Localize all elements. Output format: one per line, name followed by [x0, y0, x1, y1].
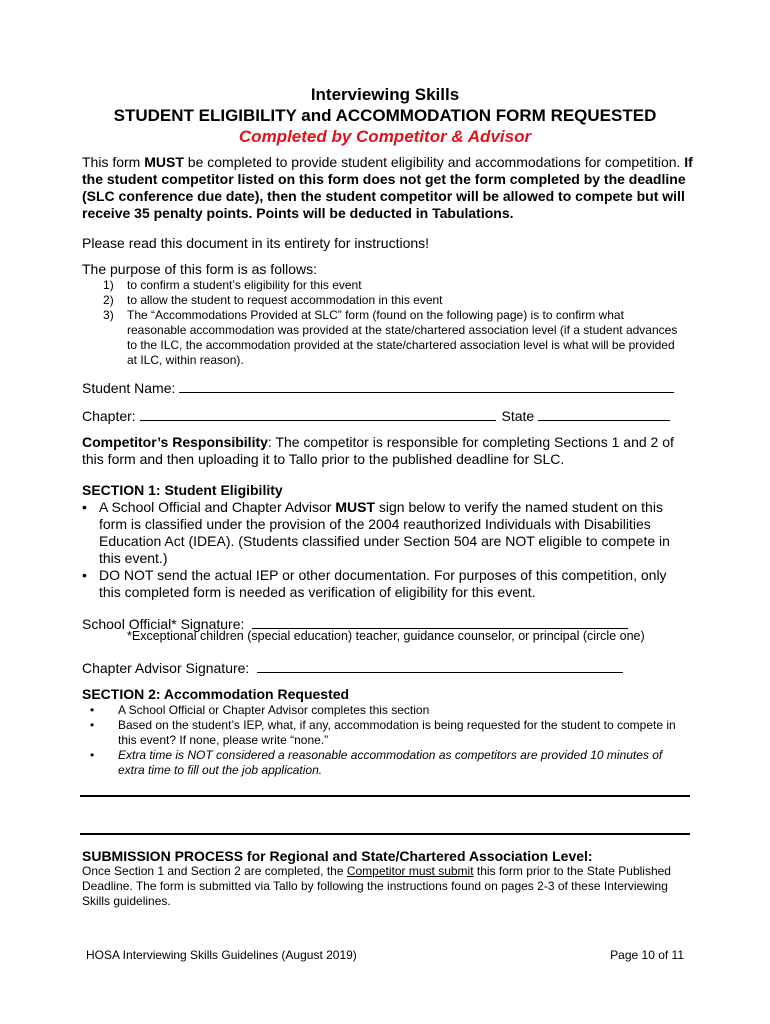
intro-paragraph: This form MUST be completed to provide student eligibility and accommodations for competition. If the student competitor listed on this form does not get the form completed by the deadline (SLC conference due date), then the student competitor will be allowed to compete but will receive 35 penalty points. Points will be deducted in Tabulations.: [82, 154, 693, 221]
student-name-row: [82, 378, 682, 397]
state-label: State: [501, 408, 535, 424]
state-field[interactable]: [538, 406, 670, 421]
school-official-footnote: *Exceptional children (special education) teacher, guidance counselor, or principal (circle one): [127, 629, 645, 643]
section1-heading: SECTION 1: Student Eligibility: [82, 482, 283, 498]
student-name-field[interactable]: [179, 378, 674, 393]
accommodation-line-1[interactable]: [80, 795, 690, 797]
competitor-responsibility: Competitor’s Responsibility: The competitor is responsible for completing Sections 1 and 2 of this form and then uploading it to Tallo prior to the published deadline for SLC.: [82, 434, 674, 467]
read-note: Please read this document in its entirety for instructions!: [82, 235, 430, 251]
penalty-warning: If the student competitor listed on this form does not get the form completed by the deadline (SLC conference due date), then the student competitor will be allowed to compete but will receive 35 penalty points. Points will be deducted in Tabulations.: [82, 154, 693, 221]
list-item: • A School Official and Chapter Advisor MUST sign below to verify the named student on this form is classified under the provision of the 2004 reauthorized Individuals with Disabilities Education Act (IDEA). (Students classified under Section 504 are NOT eligible to compete in this event.): [82, 499, 670, 566]
advisor-signature-field[interactable]: [257, 658, 623, 673]
bullet-icon: •: [82, 567, 87, 583]
chapter-label: Chapter:: [82, 408, 136, 424]
purpose-item: to allow the student to request accommodation in this event: [127, 293, 443, 307]
chapter-field[interactable]: [140, 406, 496, 421]
section2-heading: SECTION 2: Accommodation Requested: [82, 686, 350, 702]
footer-left: HOSA Interviewing Skills Guidelines (August 2019): [86, 948, 357, 962]
list-item: • DO NOT send the actual IEP or other documentation. For purposes of this competition, only this completed form is needed as verification of eligibility for this event.: [82, 567, 667, 600]
section2-bullets: [82, 703, 687, 778]
purpose-item: The “Accommodations Provided at SLC” form (found on the following page) is to confirm what reasonable accommodation was provided at the state/chartered association level (if a student advances to the ILC, the accommodation provided at the state/chartered association level is what will be provided at ILC, within reason).: [127, 308, 678, 367]
purpose-heading: The purpose of this form is as follows:: [82, 261, 317, 277]
form-title: STUDENT ELIGIBILITY and ACCOMMODATION FORM REQUESTED: [113, 106, 657, 125]
purpose-item: to confirm a student’s eligibility for this event: [127, 278, 362, 292]
school-official-label: School Official* Signature:: [82, 616, 245, 632]
bullet-icon: •: [90, 703, 95, 717]
accommodation-line-2[interactable]: [80, 833, 690, 835]
bullet-icon: •: [90, 718, 95, 732]
form-subtitle: Completed by Competitor & Advisor: [238, 127, 532, 146]
advisor-label: Chapter Advisor Signature:: [82, 660, 250, 676]
list-item: • Based on the student’s IEP, what, if any, accommodation is being requested for the student to compete in this event? If none, please write “none.”: [90, 718, 676, 747]
chapter-row: [82, 406, 682, 425]
bullet-icon: •: [82, 499, 87, 515]
student-name-label: Student Name:: [82, 380, 176, 396]
list-item: • A School Official or Chapter Advisor completes this section: [90, 703, 430, 717]
submission-text: Once Section 1 and Section 2 are completed, the Competitor must submit this form prior to the State Published Deadline. The form is submitted via Tallo by following the instructions found on pages 2-3 of these Interviewing Skills guidelines.: [82, 864, 671, 908]
page-title: Interviewing Skills: [310, 85, 460, 104]
page-number: Page 10 of 11: [610, 948, 684, 962]
school-official-signature-field[interactable]: [252, 614, 628, 629]
advisor-row: [82, 658, 682, 677]
section1-bullets: [82, 499, 687, 601]
purpose-list: [82, 278, 682, 368]
list-item: • Extra time is NOT considered a reasonable accommodation as competitors are provided 10 minutes of extra time to fill out the job application.: [90, 748, 663, 777]
bullet-icon: •: [90, 748, 95, 762]
submission-heading: SUBMISSION PROCESS for Regional and State/Chartered Association Level:: [82, 848, 593, 864]
